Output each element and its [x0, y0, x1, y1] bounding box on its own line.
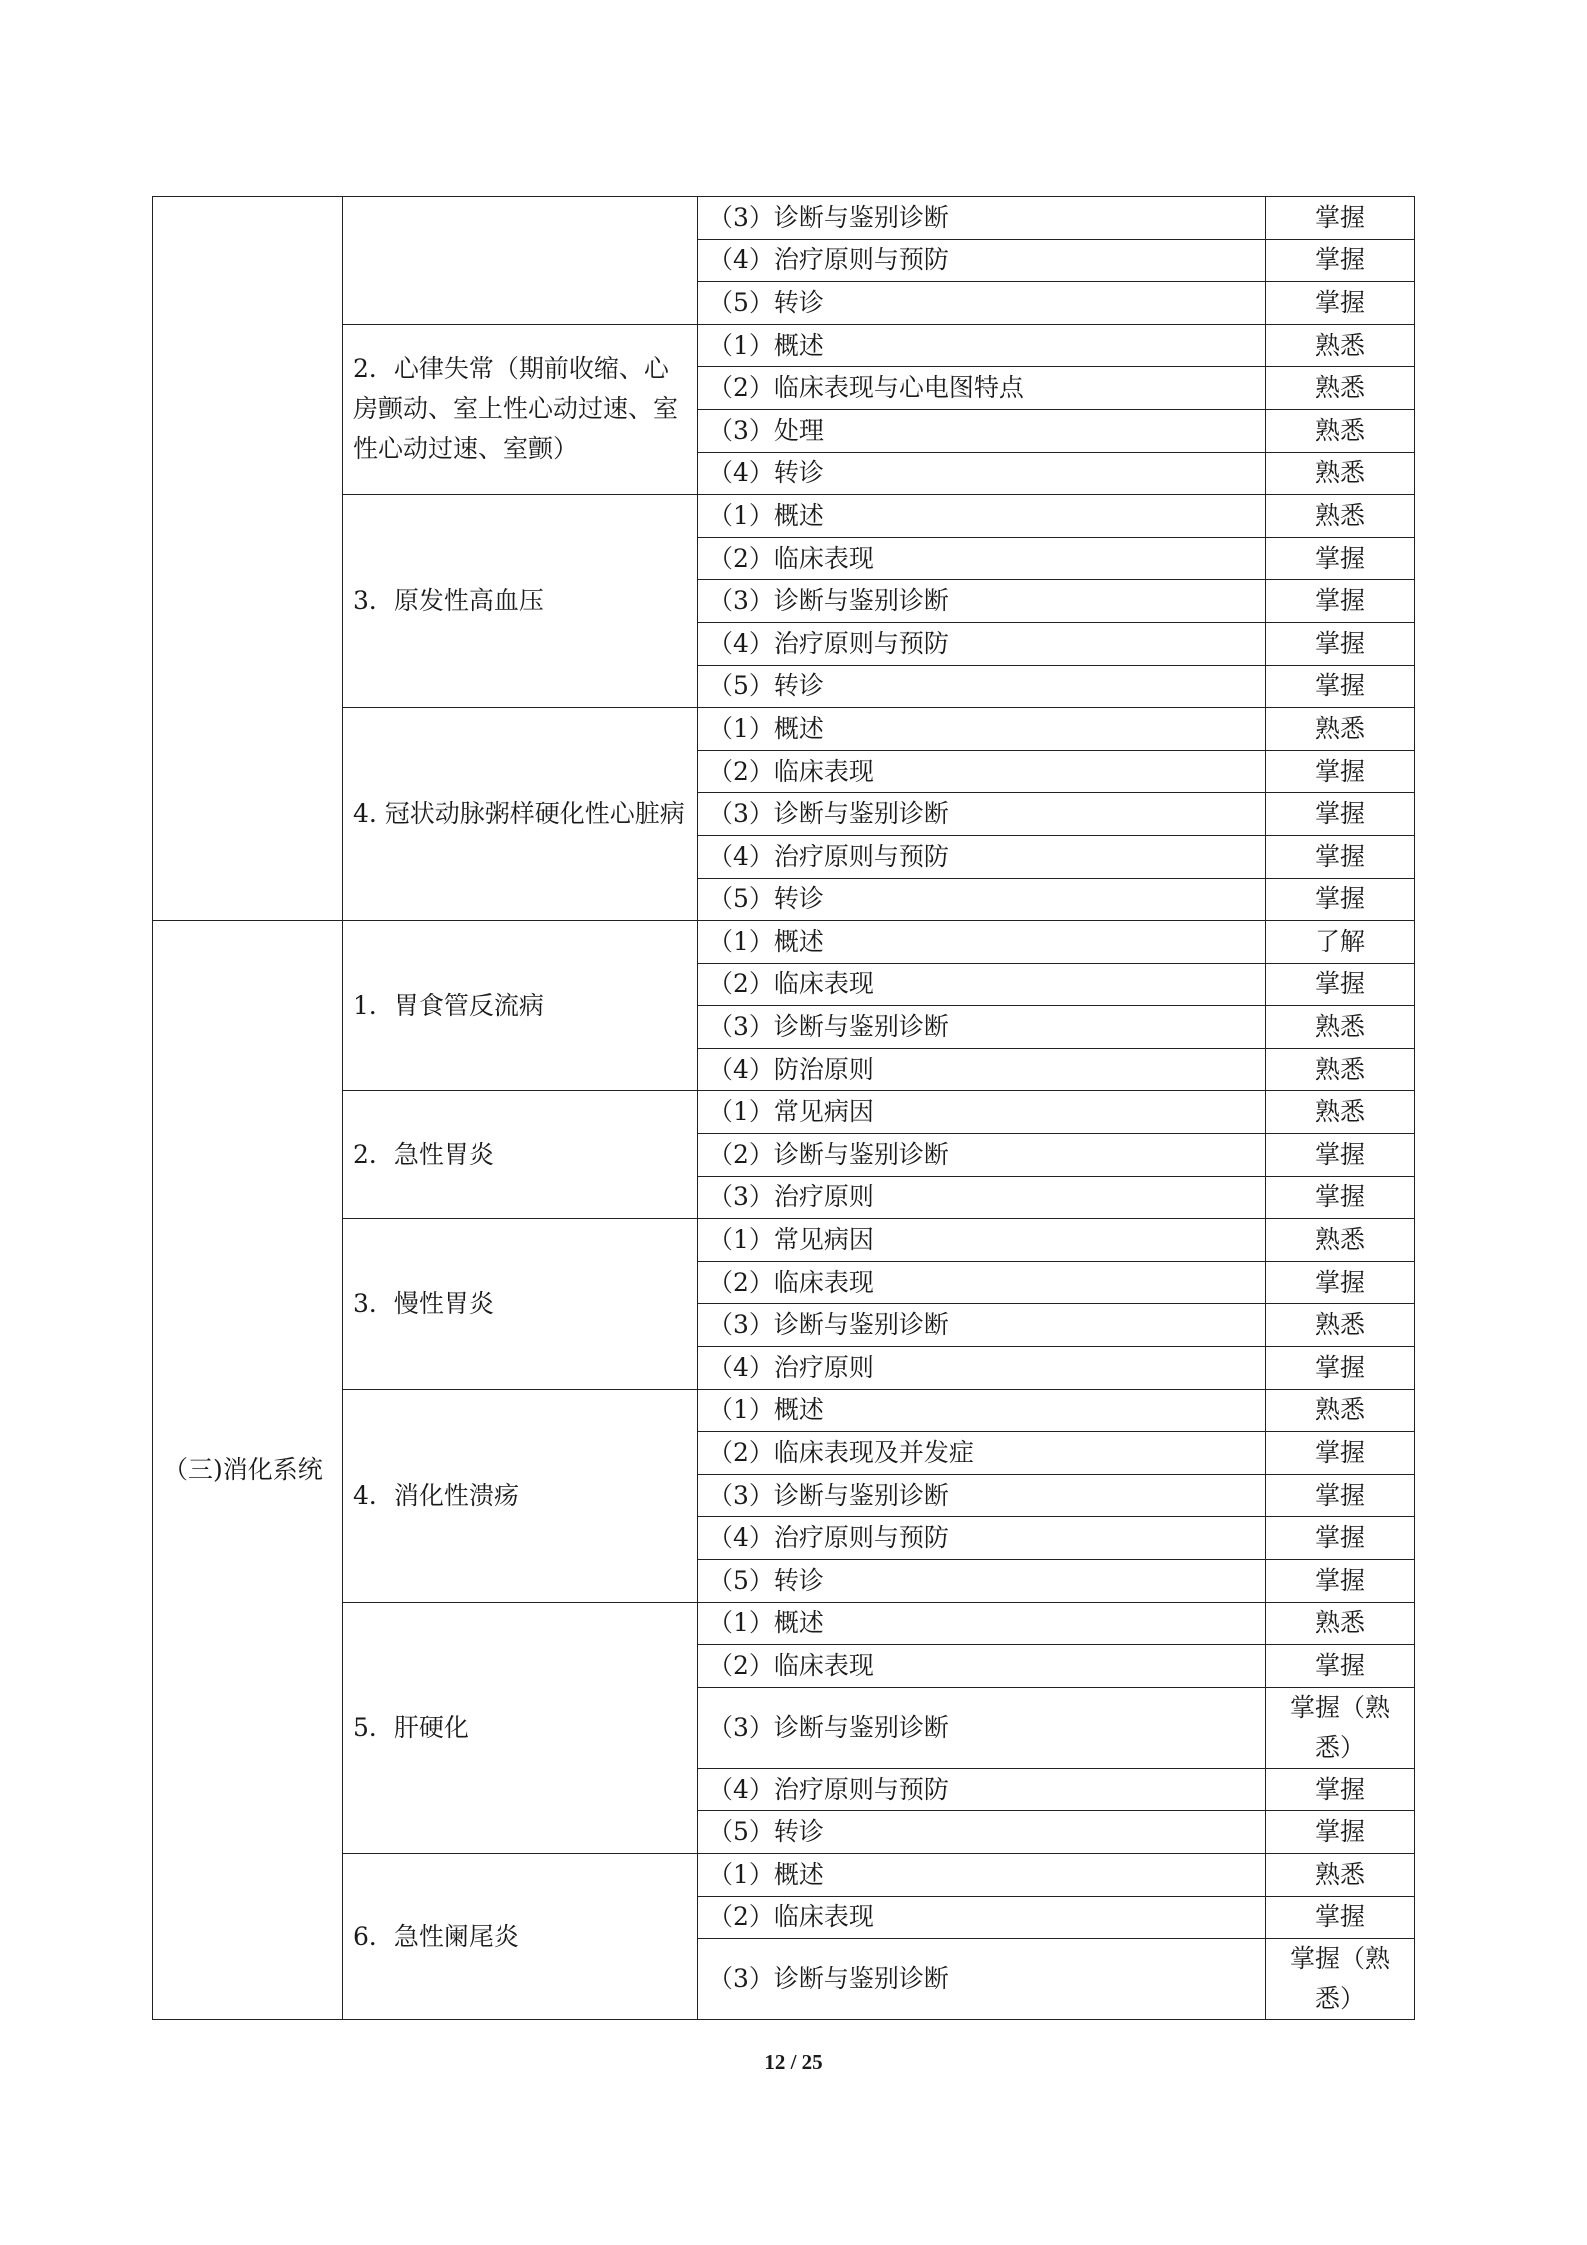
requirement-level-cell: 掌握 — [1266, 1560, 1415, 1603]
disease-cell: 2．急性胃炎 — [343, 1091, 698, 1219]
requirement-level-cell: 熟悉 — [1266, 1602, 1415, 1645]
table-row — [153, 1219, 1415, 1262]
topic-cell: （2）临床表现与心电图特点 — [698, 367, 1266, 410]
requirement-level-cell: 掌握 — [1266, 1134, 1415, 1177]
topic-cell: （2）临床表现 — [698, 1896, 1266, 1939]
topic-cell: （3）诊断与鉴别诊断 — [698, 1687, 1266, 1768]
requirement-level-cell: 熟悉 — [1266, 1304, 1415, 1347]
topic-cell: （1）常见病因 — [698, 1091, 1266, 1134]
topic-cell: （3）诊断与鉴别诊断 — [698, 1474, 1266, 1517]
requirement-level-cell: 熟悉 — [1266, 409, 1415, 452]
page-number: 12 / 25 — [764, 2050, 823, 2074]
topic-cell: （5）转诊 — [698, 878, 1266, 921]
table-row — [153, 1091, 1415, 1134]
requirement-level-cell: 掌握 — [1266, 750, 1415, 793]
requirement-level-cell: 掌握 — [1266, 580, 1415, 623]
table-row — [153, 495, 1415, 538]
disease-cell: 3．原发性高血压 — [343, 495, 698, 708]
requirement-level-cell: 熟悉 — [1266, 1006, 1415, 1049]
topic-cell: （1）概述 — [698, 324, 1266, 367]
requirement-level-cell: 掌握 — [1266, 1517, 1415, 1560]
disease-cell: 3．慢性胃炎 — [343, 1219, 698, 1389]
topic-cell: （4）治疗原则与预防 — [698, 1517, 1266, 1560]
topic-cell: （2）临床表现及并发症 — [698, 1432, 1266, 1475]
requirement-level-cell: 掌握 — [1266, 1474, 1415, 1517]
disease-cell — [343, 197, 698, 325]
requirement-level-cell: 掌握 — [1266, 1811, 1415, 1854]
topic-cell: （3）处理 — [698, 409, 1266, 452]
topic-cell: （5）转诊 — [698, 665, 1266, 708]
table-row — [153, 708, 1415, 751]
topic-cell: （4）转诊 — [698, 452, 1266, 495]
topic-cell: （5）转诊 — [698, 1560, 1266, 1603]
topic-cell: （2）临床表现 — [698, 1645, 1266, 1688]
requirement-level-cell: 掌握 — [1266, 1176, 1415, 1219]
requirement-level-cell: 熟悉 — [1266, 495, 1415, 538]
topic-cell: （3）诊断与鉴别诊断 — [698, 197, 1266, 240]
disease-cell: 1．胃食管反流病 — [343, 921, 698, 1091]
topic-cell: （3）诊断与鉴别诊断 — [698, 1939, 1266, 2020]
topic-cell: （4）治疗原则与预防 — [698, 1768, 1266, 1811]
requirement-level-cell: 掌握 — [1266, 282, 1415, 325]
requirement-level-cell: 掌握 — [1266, 1768, 1415, 1811]
topic-cell: （4）治疗原则与预防 — [698, 835, 1266, 878]
disease-cell: 6．急性阑尾炎 — [343, 1853, 698, 2019]
requirement-level-cell: 掌握 — [1266, 239, 1415, 282]
table-row — [153, 197, 1415, 240]
requirement-level-cell: 熟悉 — [1266, 1091, 1415, 1134]
topic-cell: （3）诊断与鉴别诊断 — [698, 793, 1266, 836]
topic-cell: （2）临床表现 — [698, 750, 1266, 793]
requirement-level-cell: 熟悉 — [1266, 1853, 1415, 1896]
topic-cell: （3）诊断与鉴别诊断 — [698, 1006, 1266, 1049]
requirement-level-cell: 掌握 — [1266, 537, 1415, 580]
requirement-level-cell: 熟悉 — [1266, 367, 1415, 410]
requirement-level-cell: 熟悉 — [1266, 452, 1415, 495]
topic-cell: （3）诊断与鉴别诊断 — [698, 1304, 1266, 1347]
syllabus-table — [152, 196, 1415, 2020]
requirement-level-cell: 熟悉 — [1266, 1048, 1415, 1091]
system-cell: （三)消化系统 — [153, 921, 343, 2020]
system-cell — [153, 197, 343, 921]
requirement-level-cell: 掌握 — [1266, 622, 1415, 665]
disease-cell: 4．消化性溃疡 — [343, 1389, 698, 1602]
topic-cell: （2）临床表现 — [698, 1261, 1266, 1304]
requirement-level-cell: 掌握 — [1266, 963, 1415, 1006]
table-row — [153, 1602, 1415, 1645]
topic-cell: （2）临床表现 — [698, 963, 1266, 1006]
topic-cell: （1）概述 — [698, 495, 1266, 538]
requirement-level-cell: 掌握 — [1266, 1432, 1415, 1475]
requirement-level-cell: 掌握（熟悉） — [1266, 1687, 1415, 1768]
requirement-level-cell: 熟悉 — [1266, 1389, 1415, 1432]
topic-cell: （3）治疗原则 — [698, 1176, 1266, 1219]
table-row — [153, 1389, 1415, 1432]
requirement-level-cell: 掌握（熟悉） — [1266, 1939, 1415, 2020]
topic-cell: （2）临床表现 — [698, 537, 1266, 580]
requirement-level-cell: 掌握 — [1266, 1347, 1415, 1390]
disease-cell: 2．心律失常（期前收缩、心房颤动、室上性心动过速、室性心动过速、室颤） — [343, 324, 698, 494]
requirement-level-cell: 了解 — [1266, 921, 1415, 964]
topic-cell: （3）诊断与鉴别诊断 — [698, 580, 1266, 623]
topic-cell: （4）治疗原则 — [698, 1347, 1266, 1390]
requirement-level-cell: 熟悉 — [1266, 708, 1415, 751]
table-row — [153, 324, 1415, 367]
topic-cell: （4）防治原则 — [698, 1048, 1266, 1091]
requirement-level-cell: 掌握 — [1266, 1645, 1415, 1688]
topic-cell: （1）概述 — [698, 1602, 1266, 1645]
topic-cell: （4）治疗原则与预防 — [698, 239, 1266, 282]
disease-cell: 4. 冠状动脉粥样硬化性心脏病 — [343, 708, 698, 921]
requirement-level-cell: 熟悉 — [1266, 324, 1415, 367]
disease-cell: 5．肝硬化 — [343, 1602, 698, 1853]
topic-cell: （1）概述 — [698, 921, 1266, 964]
requirement-level-cell: 掌握 — [1266, 1896, 1415, 1939]
topic-cell: （1）常见病因 — [698, 1219, 1266, 1262]
requirement-level-cell: 掌握 — [1266, 835, 1415, 878]
topic-cell: （2）诊断与鉴别诊断 — [698, 1134, 1266, 1177]
topic-cell: （1）概述 — [698, 708, 1266, 751]
topic-cell: （5）转诊 — [698, 282, 1266, 325]
requirement-level-cell: 掌握 — [1266, 793, 1415, 836]
requirement-level-cell: 掌握 — [1266, 665, 1415, 708]
topic-cell: （1）概述 — [698, 1389, 1266, 1432]
table-row — [153, 921, 1415, 964]
topic-cell: （1）概述 — [698, 1853, 1266, 1896]
requirement-level-cell: 熟悉 — [1266, 1219, 1415, 1262]
requirement-level-cell: 掌握 — [1266, 878, 1415, 921]
requirement-level-cell: 掌握 — [1266, 197, 1415, 240]
requirement-level-cell: 掌握 — [1266, 1261, 1415, 1304]
topic-cell: （4）治疗原则与预防 — [698, 622, 1266, 665]
topic-cell: （5）转诊 — [698, 1811, 1266, 1854]
table-row — [153, 1853, 1415, 1896]
